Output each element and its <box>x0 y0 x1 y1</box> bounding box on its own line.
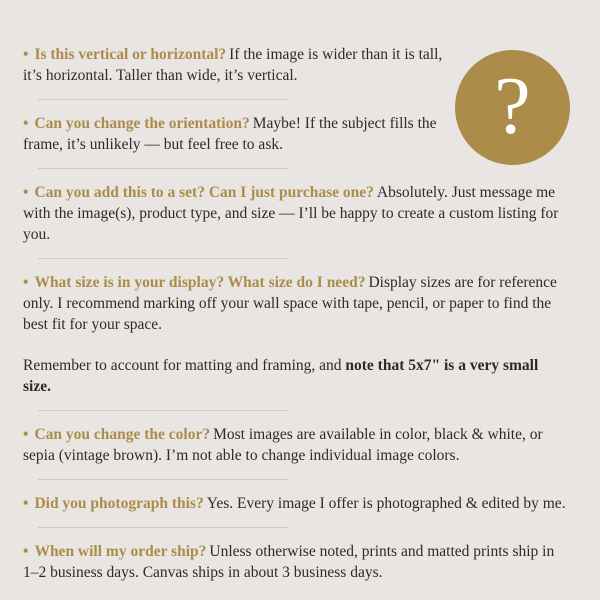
faq-item-photograph <box>23 493 568 514</box>
faq-question <box>23 495 204 512</box>
faq-item-set-purchase <box>23 182 568 245</box>
faq-question-text: When will my order ship? <box>34 543 207 560</box>
faq-answer: Yes. Every image I offer is photographed & edited by me. <box>206 495 566 512</box>
faq-question-text: Is this vertical or horizontal? <box>34 46 227 63</box>
question-mark-icon: ? <box>494 59 531 151</box>
section-divider <box>38 99 288 100</box>
faq-item-orientation-check <box>23 44 443 86</box>
size-note <box>23 355 568 397</box>
section-divider <box>38 168 288 169</box>
faq-item-shipping <box>23 541 568 583</box>
faq-question <box>23 426 210 443</box>
faq-question-text: Can you change the orientation? <box>34 115 250 132</box>
faq-question-text: Can you change the color? <box>34 426 211 443</box>
bullet-icon: • <box>23 184 29 201</box>
faq-answer: Most images are available in color, black & white, or sepia (vintage brown). I’m not able to change individual image colors. <box>23 426 543 464</box>
bullet-icon: • <box>23 46 29 63</box>
faq-answer: If the image is wider than it is tall, it’s horizontal. Taller than wide, it’s vertical. <box>23 46 443 84</box>
bullet-icon: • <box>23 495 29 512</box>
faq-item-display-size <box>23 272 568 335</box>
bullet-icon: • <box>23 543 29 560</box>
bullet-icon: • <box>23 115 29 132</box>
size-note-plain: Remember to account for matting and framing, and <box>23 357 346 374</box>
faq-question <box>23 46 226 63</box>
faq-answer: Absolutely. Just message me with the image(s), product type, and size — I’ll be happy to create a custom listing for you. <box>23 184 559 243</box>
section-divider <box>38 527 288 528</box>
faq-question-text: Can you add this to a set? Can I just purchase one? <box>34 184 374 201</box>
faq-answer: Unless otherwise noted, prints and matted prints ship in 1–2 business days. Canvas ships in about 3 business days. <box>23 543 555 581</box>
faq-question <box>23 184 374 201</box>
faq-item-change-color <box>23 424 568 466</box>
section-divider <box>38 479 288 480</box>
faq-answer: Maybe! If the subject fills the frame, it’s unlikely — but feel free to ask. <box>23 115 437 153</box>
faq-question <box>23 274 365 291</box>
faq-question <box>23 543 206 560</box>
section-divider <box>38 258 288 259</box>
faq-question <box>23 115 250 132</box>
size-note-bold: note that 5x7" is a very small size. <box>23 357 539 395</box>
section-divider <box>38 410 288 411</box>
bullet-icon: • <box>23 274 29 291</box>
bullet-icon: • <box>23 426 29 443</box>
faq-question-text: What size is in your display? What size do I need? <box>34 274 366 291</box>
faq-question-text: Did you photograph this? <box>34 495 204 512</box>
faq-answer: Display sizes are for reference only. I recommend marking off your wall space with tape, pencil, or paper to find the best fit for your space. <box>23 274 557 333</box>
faq-item-change-orientation <box>23 113 443 155</box>
